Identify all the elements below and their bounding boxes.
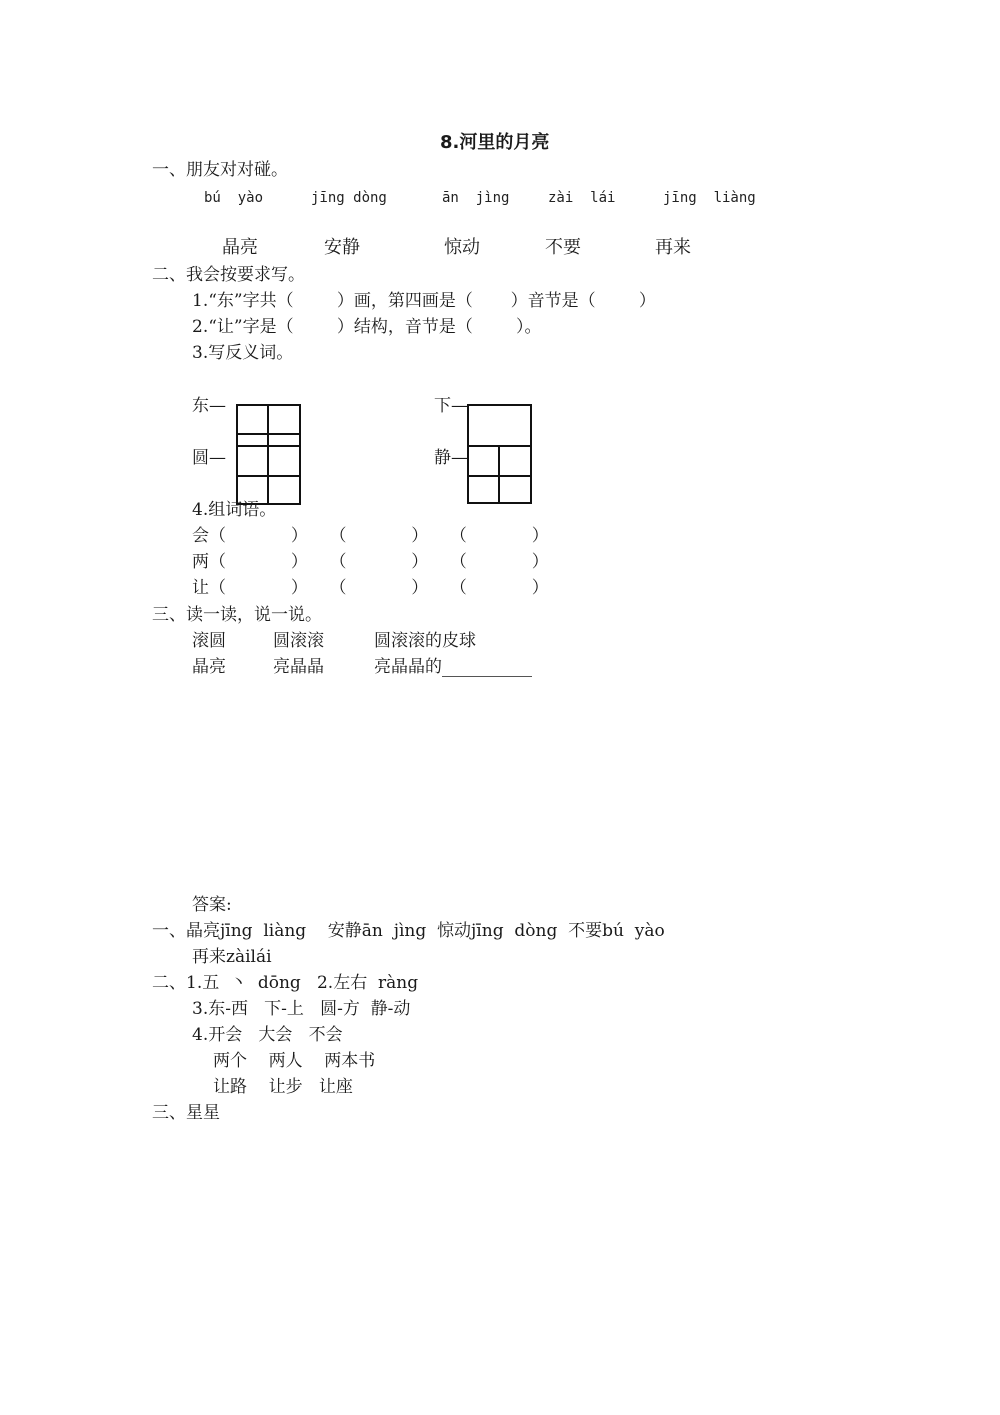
answer-1-line-2: 再来zàilái	[192, 947, 272, 967]
group-char: 会	[192, 526, 209, 546]
page-title: 8.河里的月亮	[440, 132, 550, 153]
read-row-2-b: 亮晶晶	[273, 657, 324, 677]
fill-in-blank[interactable]	[442, 660, 532, 677]
answer-3: 三、星星	[152, 1103, 220, 1123]
section2-heading: 二、我会按要求写。	[152, 265, 305, 285]
section1-heading: 一、朋友对对碰。	[152, 160, 288, 180]
pinyin-3: ān jìng	[442, 190, 510, 206]
read-row-1-c: 圆滚滚的皮球	[374, 631, 476, 651]
answer-2-line-1: 二、1.五 丶 dōng 2.左右 ràng	[152, 973, 419, 993]
answer-1-line-1: 一、晶亮jīng liàng 安静ān jìng 惊动jīng dòng 不要bú yào	[152, 921, 665, 941]
antonym-label-jing: 静—	[434, 448, 468, 468]
answers-label: 答案:	[192, 895, 232, 915]
answer-2-q4-line-2: 两个 两人 两本书	[213, 1051, 376, 1071]
answer-2-q3: 3.东-西 下-上 圆-方 静-动	[192, 999, 411, 1019]
pinyin-1: bú yào	[204, 190, 264, 206]
group-blanks[interactable]: （ ） （ ） （ ）	[209, 526, 549, 546]
antonym-label-dong: 东—	[192, 396, 226, 416]
read-row-2-c	[374, 657, 532, 677]
answer-2-q4-line-3: 让路 让步 让座	[213, 1077, 353, 1097]
answer-2-q4-line-1: 4.开会 大会 不会	[192, 1025, 343, 1045]
group-row-rang	[192, 578, 549, 598]
group-row-liang	[192, 552, 549, 572]
pinyin-4: zài lái	[548, 190, 616, 206]
question-3: 3.写反义词。	[192, 343, 294, 363]
antonym-label-xia: 下—	[434, 396, 468, 416]
group-blanks[interactable]: （ ） （ ） （ ）	[209, 552, 549, 572]
section3-heading: 三、读一读，说一说。	[152, 605, 322, 625]
question-2: 2.“让”字是（ ）结构，音节是（ ）。	[192, 317, 542, 337]
read-row-1-b: 圆滚滚	[273, 631, 324, 651]
word-4: 不要	[545, 237, 581, 258]
group-char: 让	[192, 578, 209, 598]
question-4: 4.组词语。	[192, 500, 277, 520]
group-char: 两	[192, 552, 209, 572]
word-2: 安静	[324, 237, 360, 258]
pinyin-2: jīng dòng	[311, 190, 387, 206]
pinyin-5: jīng liàng	[663, 190, 756, 206]
read-row-2-a: 晶亮	[192, 657, 226, 677]
word-5: 再来	[655, 237, 691, 258]
group-blanks[interactable]: （ ） （ ） （ ）	[209, 578, 549, 598]
read-row-2-text: 亮晶晶的	[374, 657, 442, 677]
word-1: 晶亮	[222, 237, 258, 258]
group-row-hui	[192, 526, 549, 546]
read-row-1-a: 滚圆	[192, 631, 226, 651]
word-3: 惊动	[444, 237, 480, 258]
antonym-label-yuan: 圆—	[192, 448, 226, 468]
question-1: 1.“东”字共（ ）画，第四画是（ ）音节是（ ）	[192, 291, 656, 311]
